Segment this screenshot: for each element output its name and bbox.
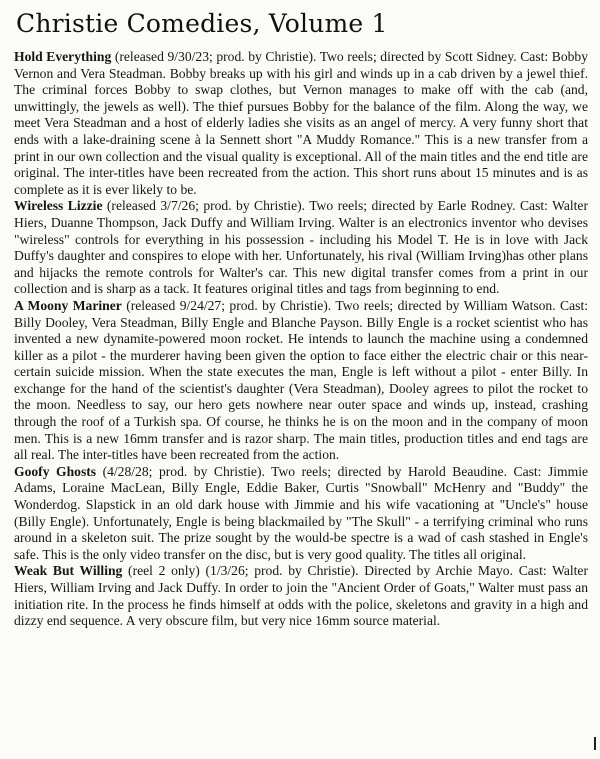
film-title: Hold Everything <box>14 49 112 64</box>
film-description: (released 9/30/23; prod. by Christie). Two reels; directed by Scott Sidney. Cast: Bobby Vernon and Vera Steadman. Bobby breaks up with his girl and winds up in a cab driven by a jewel thief. The criminal forces Bobby to swap clothes, but Vernon manages to make off with the cab (and, unwittingly, the jewels as well). The thief pursues Bobby for the balance of the film. Along the way, we meet Vera Steadman and a host of elderly ladies she visits as an angel of mercy. A very funny short that ends with a lake-draining scene à la Sennett short "A Muddy Romance." This is a new transfer from a print in our own collection and the visual quality is exceptional. All of the main titles and the end title are original. The inter-titles have been recreated from the action. This short runs about 15 minutes and is as complete as it is ever likely to be. <box>14 49 589 197</box>
film-entry-weak-but-willing <box>14 563 588 629</box>
page-title: Christie Comedies, Volume 1 <box>16 9 388 38</box>
film-title: Goofy Ghosts <box>14 463 97 479</box>
film-description: (released 9/24/27; prod. by Christie). Two reels; directed by William Watson. Cast: Billy Dooley, Vera Steadman, Billy Engle and Blanche Payson. Billy Engle is a rocket scientist who has invented a new dynamite-powered moon rocket. He intends to launch the machine using a condemned killer as a pilot - the murderer having been given the option to face either the electric chair or this near-certain suicide mission. When the state executes the man, Engle is left without a pilot - enter Billy. In exchange for the hand of the scientist's daughter (Vera Steadman), Dooley agrees to pilot the rocket to the moon. Needless to say, our hero gets nowhere near outer space and winds up, instead, crashing through the roof of a Turkish spa. Of course, he thinks he is on the moon and in the company of moon men. This is a new 16mm transfer and is razor sharp. The main titles, production titles and end tags are all real. The inter-titles have been recreated from the action. <box>14 297 588 463</box>
film-description: (reel 2 only) (1/3/26; prod. by Christie). Directed by Archie Mayo. Cast: Walter Hiers, William Irving and Jack Duffy. In order to join the "Ancient Order of Goats," Walter must pass an initiation rite. In the process he finds himself at odds with the police, skeletons and gravity in a high and dizzy end sequence. A very obscure film, but very nice 16mm source material. <box>14 563 588 629</box>
film-entry-goofy-ghosts <box>14 464 588 564</box>
film-entry-wireless-lizzie <box>14 198 588 298</box>
film-title: Weak But Willing <box>14 563 123 579</box>
film-title: A Moony Mariner <box>14 297 122 313</box>
film-description: (4/28/28; prod. by Christie). Two reels; directed by Harold Beaudine. Cast: Jimmie Adams, Loraine MacLean, Billy Engle, Eddie Baker, Curtis "Snowball" McHenry and "Buddy" the Wonderdog. Slapstick in an old dark house with Jimmie and his wife vacationing at "Uncle's" house (Billy Engle). Unfortunately, Engle is being blackmailed by "The Skull" - a terrifying criminal who runs around in a skeleton suit. The prize sought by the would-be spectre is a wad of cash stashed in Engle's safe. This is the only video transfer on the disc, but is very good quality. The titles all original. <box>14 463 588 562</box>
catalog-page <box>14 8 588 630</box>
film-entry-a-moony-mariner <box>14 298 588 464</box>
film-title: Wireless Lizzie <box>14 198 103 214</box>
page-edge-mark <box>594 737 596 750</box>
film-entry-hold-everything <box>14 49 588 198</box>
film-description: (released 3/7/26; prod. by Christie). Two reels; directed by Earle Rodney. Cast: Walter Hiers, Duanne Thompson, Jack Duffy and William Irving. Walter is an electronics inventor who devises "wireless" controls for everything in his possession - including his Model T. He is in love with Jack Duffy's daughter and conspires to elope with her. Unfortunately, his rival (William Irving)has other plans and hijacks the remote controls for Walter's car. This new digital transfer comes from a print in our collection and is sharp as a tack. It features original titles and tags from beginning to end. <box>14 198 588 297</box>
